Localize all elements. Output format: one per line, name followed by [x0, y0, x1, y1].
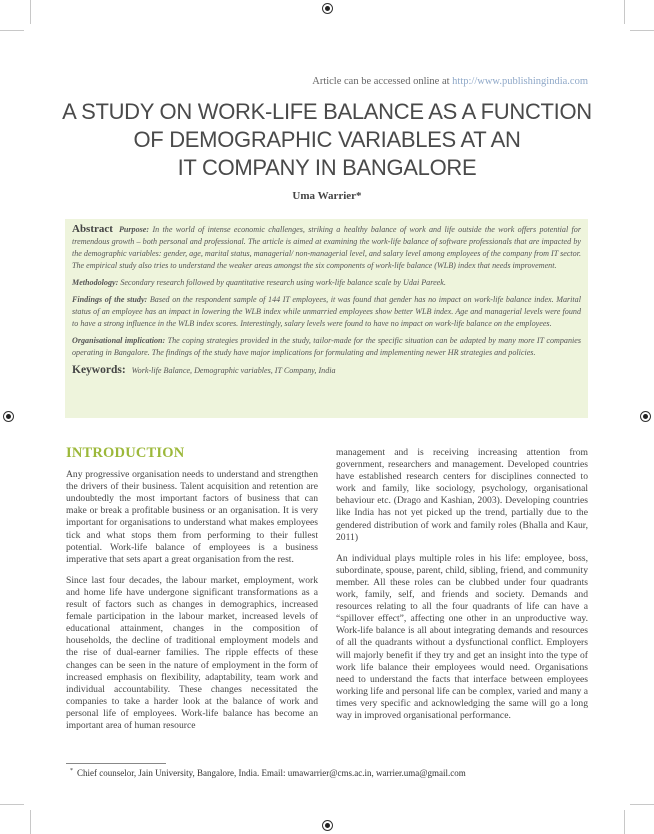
- abstract-purpose: [72, 223, 581, 272]
- crop-mark: [0, 30, 24, 31]
- abstract-keywords: [72, 364, 581, 377]
- title-line: IT COMPANY IN BANGALORE: [177, 155, 477, 180]
- abstract-label: Abstract: [72, 223, 113, 235]
- registration-mark-icon: [3, 411, 14, 422]
- keywords-label: Keywords:: [72, 364, 126, 376]
- registration-mark-icon: [640, 411, 651, 422]
- footnote: [70, 768, 466, 778]
- registration-mark-icon: [322, 820, 333, 831]
- crop-mark: [30, 810, 31, 834]
- article-title: [60, 98, 594, 182]
- right-column: [336, 447, 588, 731]
- abstract-methodology: [72, 277, 581, 289]
- methodology-label: Methodology:: [72, 278, 119, 287]
- footnote-text: Chief counselor, Jain University, Bangalore, India. Email: umawarrier@cms.ac.in, warrier.uma@gmail.com: [77, 768, 466, 778]
- crop-mark: [624, 0, 625, 24]
- body-paragraph: Any progressive organisation needs to understand and strengthen the drivers of their business. Talent acquisition and retention are undoubtedly the most important factors of business that can make or break a profitable business or an organisation. It is very important for organisations to understand what makes employees tick and what stops them from performing to their fullest potential. Work-life balance of employees is a business imperative that sets apart a great organisation from the rest.: [66, 469, 318, 565]
- body-paragraph: Since last four decades, the labour market, employment, work and home life have undergone significant transformations as a result of factors such as changes in demographics, increased female participation in the labour market, increased levels of educational attainment, changes in the composition of households, the decline of traditional employment models and the rise of dual-earner families. The ripple effects of these changes can be seen in the nature of employment in the form of increased emphasis on flexibility, adaptability, team work and individual accountability. These changes necessitated the companies to take a harder look at the balance of work and personal life of employees. Work-life balance has become an important area of human resource: [66, 574, 318, 731]
- abstract-implication: [72, 335, 581, 359]
- findings-label: Findings of the study:: [72, 295, 148, 304]
- author-name: Uma Warrier*: [292, 190, 362, 202]
- methodology-text: Secondary research followed by quantitative research using work-life balance scale by Udai Pareek.: [120, 278, 446, 287]
- access-line: [312, 76, 588, 87]
- section-heading: INTRODUCTION: [66, 445, 185, 461]
- crop-mark: [0, 804, 24, 805]
- body-paragraph: An individual plays multiple roles in his life: employee, boss, subordinate, spouse, parent, child, sibling, friend, and community member. All these roles can be clubbed under four quadrants work, family, self, and friends and society. Demands and resources relating to all the four quadrants of life can have a “spillover effect”, affecting one other in an unproductive way. Work-life balance is all about integrating demands and resources of all the quadrants without a dysfunctional conflict. Employers will majorly benefit if they try and get an insight into the type of work life balance their employees would need. Organisations need to understand the facts that interface between employees working life and personal life can be complex, varied and many a times very specific and acknowledging the same will go a long way in improved organisational performance.: [336, 552, 588, 721]
- registration-mark-icon: [322, 3, 333, 14]
- implication-label: Organisational implication:: [72, 336, 166, 345]
- crop-mark: [630, 30, 654, 31]
- body-paragraph: management and is receiving increasing attention from government, researchers and management. Developed countries have established research centers for disciplines connected to work and family, like sociology, psychology, organisational behaviour etc. (Drago and Kashian, 2003). Developing countries like India has not yet picked up the trend, partially due to the gendered distribution of work and family roles (Bhalla and Kaur, 2011): [336, 447, 588, 543]
- purpose-label: Purpose:: [118, 225, 150, 234]
- access-url-link[interactable]: http://www.publishingindia.com: [452, 76, 588, 87]
- crop-mark: [630, 804, 654, 805]
- left-column: [66, 447, 318, 741]
- footnote-marker: *: [70, 768, 73, 774]
- crop-mark: [624, 810, 625, 834]
- implication-text: The coping strategies provided in the study, tailor-made for the specific situation can be adapted by many more IT companies operating in Bangalore. The findings of the study have major implications for formulating and implementing newer HR strategies and policies.: [72, 336, 581, 357]
- abstract-box: [65, 219, 588, 418]
- keywords-text: Work-life Balance, Demographic variables, IT Company, India: [131, 366, 336, 375]
- footnote-rule: [66, 763, 166, 764]
- abstract-findings: [72, 294, 581, 330]
- crop-mark: [30, 0, 31, 24]
- title-line: OF DEMOGRAPHIC VARIABLES AT AN: [133, 127, 521, 152]
- purpose-text: In the world of intense economic challenges, striking a healthy balance of work and life outside the work offers potential for tremendous growth – both personal and professional. The article is aimed at examining the work-life balance of software professionals that are impacted by the demographic variables: gender, age, marital status, managerial/ non-managerial level, and salary level among employees of the company from IT sector. The empirical study also tries to understand the weaker areas amongst the six components of work-life balance (WLB) index that needs improvement.: [72, 225, 582, 270]
- title-line: A STUDY ON WORK-LIFE BALANCE AS A FUNCTION: [62, 99, 592, 124]
- access-prefix: Article can be accessed online at: [312, 76, 453, 87]
- findings-text: Based on the respondent sample of 144 IT employees, it was found that gender has no impact on work-life balance index. Marital status of an employee has an impact in lowering the WLB index while unmarried employees show better WLB index. Age and managerial levels were found to have a strong influence in the WLB index scores. Interestingly, salary levels were found to have no impact on work-life balance on the employees.: [72, 295, 581, 328]
